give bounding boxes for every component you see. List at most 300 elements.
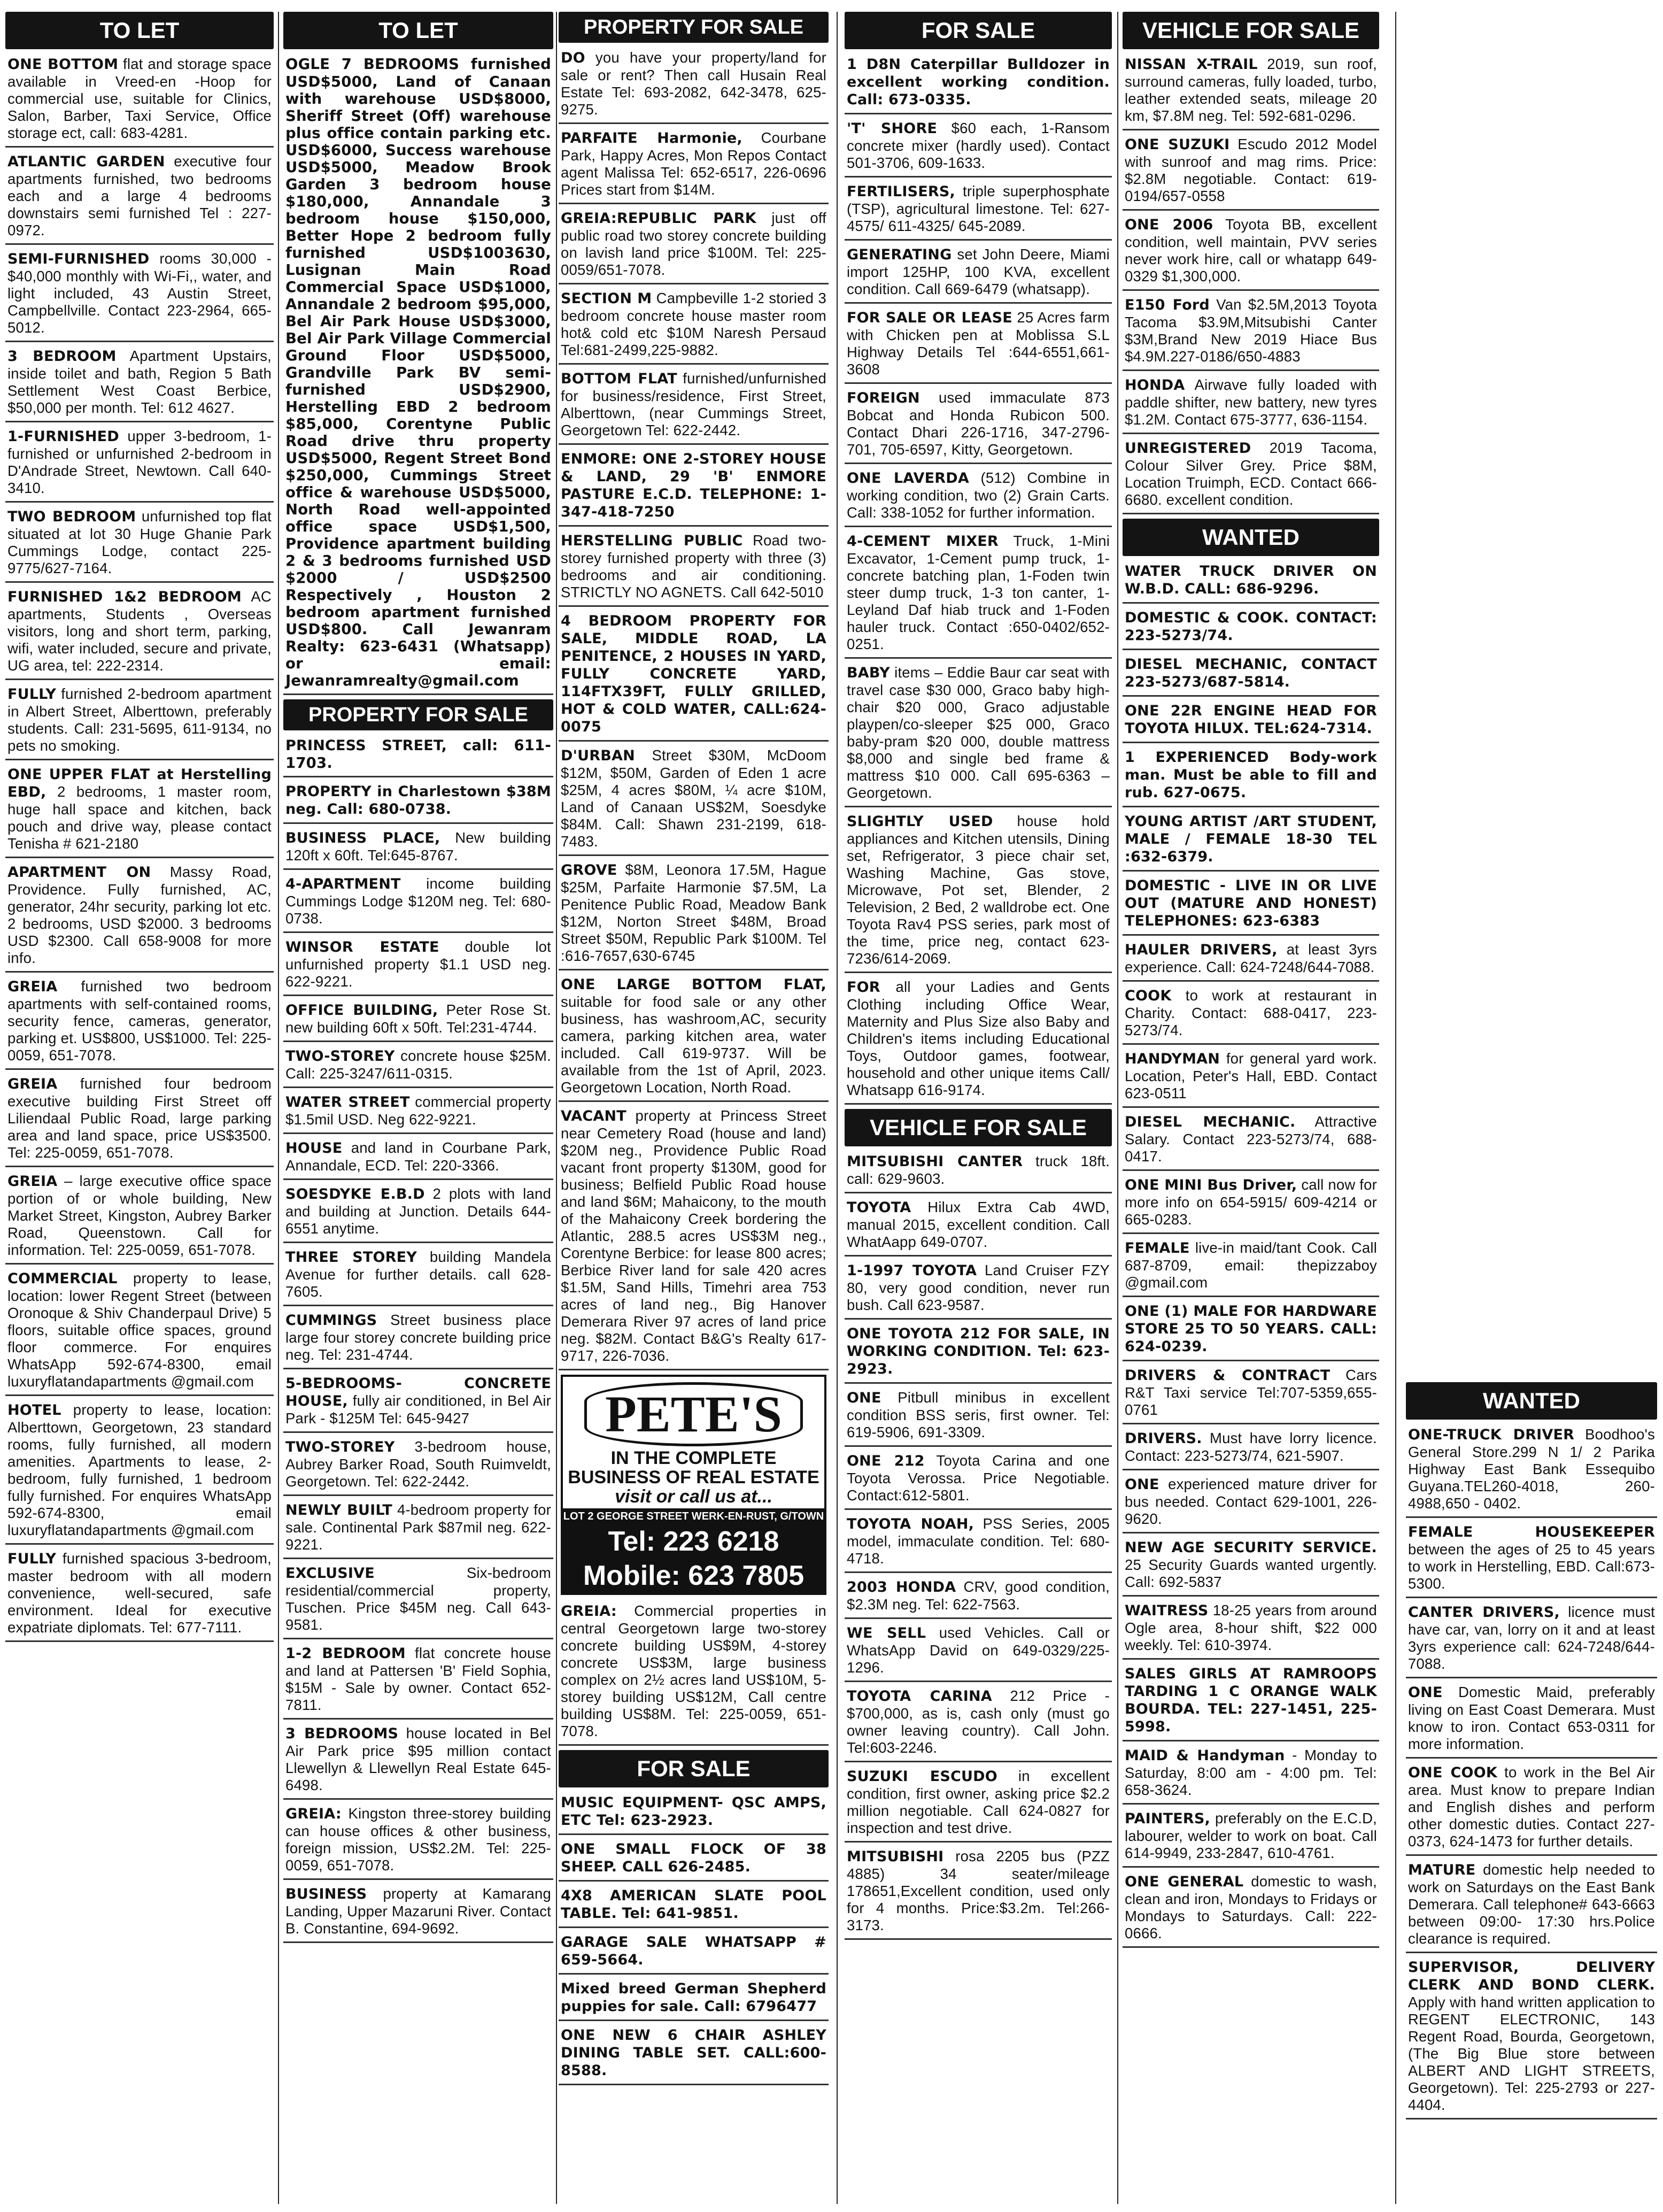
classified-ad (845, 977, 1112, 1105)
ad-keyword: ENMORE: ONE 2-STOREY HOUSE & LAND, 29 'B' ENMORE PASTURE E.C.D. TELEPHONE: 1-347-418-7250 (561, 451, 826, 520)
classified-ad (1123, 1601, 1379, 1660)
ad-keyword: ONE (1125, 1476, 1159, 1493)
ad-keyword: DIESEL MECHANIC, CONTACT 223-5273/687-5814. (1125, 656, 1377, 690)
ad-keyword: NEW AGE SECURITY SERVICE. (1125, 1539, 1377, 1556)
classified-ad (1123, 608, 1379, 650)
classified-ad (5, 249, 274, 342)
ad-keyword: OFFICE BUILDING, (285, 1002, 438, 1019)
ad-keyword: SALES GIRLS AT RAMROOPS TARDING 1 C ORANGE WALK BOURDA. TEL: 227-1451, 225-5998. (1125, 1666, 1377, 1735)
ad-text: Massy Road, Providence. Fully furnished, AC, generator, 24hr security, parking lot etc. 2 bedrooms, USD $2000. 3 bedrooms USD $2300. Call 658-9008 for more info. (7, 864, 272, 966)
ad-keyword: BUSINESS (285, 1886, 367, 1902)
ad-keyword: ONE LARGE BOTTOM FLAT, (561, 976, 826, 993)
ad-text: Six-bedroom residential/commercial property, Tuschen. Price $45M neg. Call 643-9581. (285, 1564, 551, 1633)
classified-ad (845, 531, 1112, 659)
classified-ad (5, 587, 274, 680)
ad-keyword: APARTMENT ON (7, 864, 151, 881)
classified-ad (283, 736, 553, 777)
ad-keyword: 3 BEDROOM (7, 348, 117, 365)
classified-ad (845, 1324, 1112, 1384)
ad-text: flat concrete house and land at Pattersen 'B' Field Sophia, $15M - Sale by owner. Contact 652-7811. (285, 1645, 551, 1713)
classified-ad (559, 975, 829, 1102)
ad-text: 25 Security Guards wanted urgently. Call: 692-5837 (1125, 1556, 1377, 1590)
classified-ad (283, 55, 553, 695)
ad-keyword: FOR SALE OR LEASE (847, 310, 1012, 326)
ad-text: call now for more info on 654-5915/ 609-4214 or 665-0283. (1125, 1176, 1378, 1228)
classified-ad (1123, 701, 1379, 743)
ad-keyword: ONE UPPER FLAT at Herstelling EBD, (7, 766, 272, 800)
ad-keyword: ONE (1) MALE FOR HARDWARE STORE 25 TO 50 YEARS. CALL: 624-0239. (1125, 1303, 1377, 1355)
ad-text: 2019, sun roof, surround cameras, fully loaded, turbo, leather extended seats, mileage 20 km, $7.8M neg. Tel: 592-681-0296. (1125, 56, 1377, 124)
section-heading: VEHICLE FOR SALE (1123, 12, 1379, 49)
logo-tagline: visit or call us at... (615, 1486, 772, 1507)
logo-tel: Tel: 223 6218 (563, 1524, 824, 1559)
ad-text: 2 plots with land and building at Junction. Details 644-6551 anytime. (285, 1185, 551, 1237)
ad-text: Campbeville 1-2 storied 3 bedroom concrete house master room hot& cold etc $10M Naresh Persaud Tel:681-2499,225-9882. (561, 290, 826, 358)
ad-keyword: ONE-TRUCK DRIVER (1408, 1427, 1575, 1443)
ad-keyword: NISSAN X-TRAIL (1125, 56, 1258, 73)
classified-ad (559, 1932, 829, 1975)
ad-text: Domestic Maid, preferably living on East Coast Demerara. Must know to iron. Contact 653-0311 for more information. (1408, 1684, 1655, 1752)
ad-keyword: MAID & Handyman (1125, 1747, 1285, 1764)
ad-keyword: ONE (847, 1390, 881, 1406)
classified-ad (5, 1269, 274, 1396)
ad-text: triple superphosphate (TSP), agricultural limestone. Tel: 627-4575/ 611-4325/ 645-2089. (847, 183, 1110, 234)
ad-keyword: WATER STREET (285, 1094, 410, 1111)
classified-ad (1123, 55, 1379, 130)
ad-keyword: HAULER DRIVERS, (1125, 942, 1278, 958)
classified-ad (283, 1804, 553, 1880)
ad-keyword: ONE 212 (847, 1453, 925, 1469)
ad-text: building Mandela Avenue for further details. call 628-7605. (285, 1248, 551, 1300)
section-heading: PROPERTY FOR SALE (559, 12, 829, 43)
ad-keyword: 1 EXPERIENCED Body-work man. Must be able to fill and rub. 627-0675. (1125, 749, 1377, 801)
ad-text: property to lease, location: lower Regent Street (between Oronoque & Shiv Chanderpaul Drive) 5 floors, suitable office spaces, ground floor commerce. For enquires WhatsApp 592-674-8300, email luxuryflatandapartments @gmail.com (7, 1270, 272, 1390)
ad-keyword: 1-1997 TOYOTA (847, 1262, 977, 1279)
ad-text: all your Ladies and Gents Clothing including Office Wear, Maternity and Plus Size also Baby and Children's items including Educational Toys, Outdoor games, footwear, household and other unique items Call/ Whatsapp 616-9174. (847, 978, 1110, 1098)
ad-keyword: FULLY (7, 1551, 57, 1567)
ad-text: between the ages of 25 to 45 years to work in Herstelling, EBD. Call:673-5300. (1408, 1541, 1655, 1592)
ad-keyword: CUMMINGS (285, 1312, 377, 1329)
ad-text: and land in Courbane Park, Annandale, ECD. Tel: 220-3366. (285, 1139, 551, 1174)
classified-ad (1123, 1475, 1379, 1533)
classified-ad (1123, 438, 1379, 514)
classified-ad (5, 1400, 274, 1545)
ad-keyword: ONE MINI Bus Driver, (1125, 1177, 1297, 1193)
ad-text: CRV, good condition, $2.3M neg. Tel: 622-7563. (847, 1578, 1110, 1613)
ad-keyword: DRIVERS. (1125, 1430, 1202, 1447)
classified-ad (845, 245, 1112, 304)
section-heading: WANTED (1406, 1382, 1657, 1420)
ad-text: 2 bedrooms, 1 master room, huge hall space and kitchen, back pouch and drive way, please contact Tenisha # 621-2180 (7, 783, 272, 852)
classified-ad (1123, 215, 1379, 291)
ad-keyword: NEWLY BUILT (285, 1502, 392, 1519)
column-4 (845, 12, 1112, 2209)
ad-text: – large executive office space portion of or whole building, New Market Street, Kingston, Aubrey Barker Road, Queenstown. Call for information. Tel: 225-0059, 651-7078. (7, 1173, 272, 1258)
ad-text: rooms 30,000 - $40,000 monthly with Wi-Fi,, water, and light included, 43 Austin Street, Campbellville. Contact 223-2964, 665-5012. (7, 250, 272, 336)
ad-text: double lot unfurnished property $1.1 USD neg. 622-9221. (285, 938, 551, 990)
ad-text: set John Deere, Miami import 125HP, 100 KVA, excellent condition. Call 669-6479 (whatsapp). (847, 246, 1110, 297)
classified-ad (283, 1000, 553, 1042)
ad-text: concrete house $25M. Call: 225-3247/611-0315. (285, 1047, 551, 1082)
ad-text: 18-25 years from around Ogle area, 8-hour shift, $22 000 weekly. Tel: 610-3974. (1125, 1602, 1377, 1653)
classified-ad (1123, 1746, 1379, 1805)
ad-keyword: ONE BOTTOM (7, 56, 119, 73)
classified-ad (1123, 375, 1379, 434)
classified-ad (845, 1686, 1112, 1762)
section-heading: FOR SALE (845, 12, 1112, 49)
classified-ad (559, 48, 829, 124)
ad-keyword: UNREGISTERED (1125, 440, 1251, 457)
ad-keyword: TWO-STOREY (285, 1048, 395, 1065)
classified-ad (845, 308, 1112, 384)
ad-text: Pitbull minibus in excellent condition BSS seris, first owner. Tel: 619-5906, 691-3309. (847, 1389, 1110, 1440)
ad-keyword: GROVE (561, 862, 617, 878)
ad-text: OGLE 7 BEDROOMS furnished USD$5000, Land of Canaan with warehouse USD$8000, Sheriff Street (Off) warehouse plus office contain parking etc. USD$6000, Success warehouse USD$5000, Meadow Brook Garden 3 bedroom house $180,000, Annandale 3 bedroom house $150,000, Better Hope 2 bedroom fully furnished USD$1003630, Lusignan Main Road Commercial Space USD$1000, Annandale 2 bedroom $95,000, Bel Air Park House USD$3000, Bel Air Park Village Commercial Ground Floor USD$5000, Grandville Park BV semi- furnished USD$2900, Herstelling EBD 2 bedroom $85,000, Corentyne Public Road drive thru property USD$5000, Regent Street Bond $250,000, Cummings Street office & warehouse USD$5000, North Road well-appointed office space USD$1,500, Providence apartment building 2 & 3 bedrooms furnished USD $2000 / USD$2500 Respectively , Houston 2 bedroom apartment furnished USD$800. Call Jewanram Realty: 623-6431 (Whatsapp) or email: Jewanramrealty@gmail.com (285, 56, 551, 689)
ad-keyword: PAINTERS, (1125, 1810, 1211, 1827)
ad-keyword: GREIA (7, 978, 58, 995)
ad-text: (512) Combine in working condition, two (2) Grain Carts. Call: 338-1052 for further information. (847, 469, 1110, 521)
column-divider (1395, 12, 1396, 2204)
ad-keyword: 1-2 BEDROOM (285, 1645, 406, 1662)
classified-ad (283, 1884, 553, 1943)
classified-ad (845, 1198, 1112, 1257)
ad-text: furnished four bedroom executive building First Street off Liliendaal Public Road, large parking area and land space, price US$3500. Tel: 225-0059, 651-7078. (7, 1075, 272, 1161)
ad-keyword: ONE 2006 (1125, 217, 1213, 233)
ad-keyword: ONE (1408, 1684, 1443, 1701)
ad-keyword: YOUNG ARTIST /ART STUDENT, MALE / FEMALE 18-30 TEL :632-6379. (1125, 813, 1377, 865)
classified-ad (283, 1374, 553, 1433)
classified-ad (845, 812, 1112, 973)
ad-text: 3-bedroom house, Aubrey Barker Road, South Ruimveldt, Georgetown. Tel: 622-2442. (285, 1438, 551, 1490)
ad-keyword: TOYOTA NOAH, (847, 1516, 974, 1532)
classified-ad (559, 1886, 829, 1928)
classified-ad (5, 1074, 274, 1167)
ad-keyword: DOMESTIC & COOK. CONTACT: 223-5273/74. (1125, 610, 1377, 644)
ad-text: property at Princess Street near Cemetery Road (house and land) $20M neg., Providence Public Road vacant front property $130M, good for business; Belfield Public Road house and land $6M; Mahaicony, to the mouth of the Mahaicony Creek bordering the Atlantic, 288.5 acres US$3M neg., Corentyne Berbice: for lease 800 acres; Berbice River land for sale 420 acres $1.5M, Sand Hills, Timehri area 753 acres of land neg., Big Hanover Demerara River 97 acres of land price neg. $82M. Contact B&G's Realty 617-9717, 226-7036. (561, 1107, 826, 1364)
classified-ad (559, 1601, 829, 1746)
ad-text: Street business place large four storey concrete building price neg. Tel: 231-4744. (285, 1312, 551, 1363)
ad-keyword: ONE GENERAL (1125, 1874, 1244, 1890)
ad-keyword: ONE NEW 6 CHAIR ASHLEY DINING TABLE SET. CALL:600-8588. (561, 2027, 826, 2079)
ad-text: Cars R&T Taxi service Tel:707-5359,655-0761 (1125, 1367, 1377, 1418)
ad-text: preferably on the E.C.D, labourer, welder to work on boat. Call 614-9949, 233-2847, 610-4761. (1125, 1810, 1377, 1861)
classified-ad (559, 1979, 829, 2021)
classified-ad (845, 182, 1112, 241)
classified-ad (1406, 1602, 1657, 1678)
ad-text: call: 611-1703. (285, 737, 551, 772)
ad-text: items – Eddie Baur car seat with travel case $30 000, Graco baby high-chair $20 000, Graco adjustable playpen/co-sleeper $25 000, Graco baby-pram $20 000, double mattress $8,000 and single bed frame & mattress $10 000. Call 695-6363 – Georgetown. (847, 664, 1110, 801)
logo-tagline: IN THE COMPLETE (610, 1448, 777, 1468)
ad-text: you have your property/land for sale or rent? Then call Husain Real Estate Tel: 693-2082, 642-3478, 625-9275. (561, 49, 826, 118)
classified-ad (845, 1152, 1112, 1193)
classified-ad (5, 1549, 274, 1642)
ad-text: in excellent condition, first owner, asking price $2.2 million negotiable. Call 624-0827 for inspection and test drive. (847, 1768, 1110, 1836)
classified-ad (283, 782, 553, 824)
ad-text: domestic to wash, clean and iron, Mondays to Fridays or Mondays to Saturdays. Call: 222-0666. (1125, 1873, 1377, 1941)
classified-ad (283, 874, 553, 933)
ad-text: Road two-storey furnished property with three (3) bedrooms and air conditioning. STRICTLY NO AGNETS. Call 642-5010 (561, 532, 826, 600)
ad-keyword: HONDA (1125, 377, 1185, 394)
classified-ad (559, 128, 829, 204)
classified-ad (845, 1623, 1112, 1682)
ad-keyword: HOUSE (285, 1140, 343, 1157)
classified-ad (559, 860, 829, 970)
column-divider (1117, 12, 1118, 2204)
classified-ad (5, 977, 274, 1070)
ad-text: Hilux Extra Cab 4WD, manual 2015, excellent condition. Call WhatAapp 649-0707. (847, 1199, 1110, 1250)
ad-keyword: 'T' SHORE (847, 120, 938, 137)
ad-text: commercial property $1.5mil USD. Neg 622-9221. (285, 1093, 551, 1128)
classified-ad (1406, 1860, 1657, 1953)
ad-text: income building Cummings Lodge $120M neg. Tel: 680-0738. (285, 875, 551, 927)
classified-ad (559, 1839, 829, 1882)
column-6 (1406, 1382, 1657, 2206)
ad-keyword: ONE COOK (1408, 1764, 1497, 1781)
column-1 (5, 12, 274, 2209)
classified-ad (283, 1500, 553, 1559)
ad-keyword: MITSUBISHI CANTER (847, 1153, 1023, 1170)
ad-text: Airwave fully loaded with paddle shifter, new battery, new tyres $1.2M. Contact 675-3777, 636-1154. (1125, 376, 1377, 428)
ad-text: Kingston three-storey building can house offices & other business, foreign mission, US$2.2M. Tel: 225-0059, 651-7078. (285, 1805, 551, 1874)
ad-text: $60 each, 1-Ransom concrete mixer (hardly used). Contact 501-3706, 609-1633. (847, 120, 1110, 171)
ad-keyword: GREIA (7, 1076, 58, 1092)
classified-ad (1406, 1425, 1657, 1518)
classified-ad (845, 1261, 1112, 1320)
ad-text: used immaculate 873 Bobcat and Honda Rubicon 500. Contact Dhari 226-1716, 347-2796-701, 705-6597, Kitty, Georgetown. (847, 389, 1110, 458)
classified-ad (5, 152, 274, 245)
ad-text: furnished/unfurnished for business/residence, First Street, Alberttown, (near Cummings Street, Georgetown Tel: 622-2442. (561, 370, 826, 438)
logo-name: PETE'S (584, 1382, 803, 1446)
classified-ad (1123, 1238, 1379, 1297)
column-5 (1123, 12, 1379, 2209)
ad-keyword: HOTEL (7, 1402, 61, 1419)
ad-keyword: BUSINESS PLACE, (285, 830, 440, 846)
ad-keyword: CANTER DRIVERS, (1408, 1604, 1560, 1621)
classified-ad (559, 2025, 829, 2085)
ad-text: AC apartments, Students , Overseas visitors, long and short term, parking, wifi, water included, secure and private, UG area, tel: 222-2314. (7, 588, 272, 674)
ad-text: flat and storage space available in Vreed-en -Hoop for commercial use, suitable for Clinics, Salon, Barber, Taxi Service, Office storage ect, call: 683-4281. (7, 56, 272, 141)
classified-ad (1123, 1538, 1379, 1597)
classified-ad (1123, 1366, 1379, 1424)
ad-text: licence must have car, van, lorry on it and at least 3yrs experience call: 624-7248/644-7088. (1408, 1604, 1655, 1672)
ad-text: property to lease, location: Alberttown, Georgetown, 23 standard rooms, fully furnished, all modern amenities. Apartments to lease, 2-bedroom, fully furnished, 1 bedroom fully furnished. For enquires WhatsApp 592-674-8300, email luxuryflatandapartments @gmail.com (7, 1401, 272, 1538)
ad-keyword: D'URBAN (561, 747, 635, 764)
ad-keyword: 4 BEDROOM PROPERTY FOR SALE, MIDDLE ROAD, LA PENITENCE, 2 HOUSES IN YARD, FULLY CONCRETE YARD, 114FTX39FT, FULLY GRILLED, HOT & COLD WATER, CALL:624-0075 (561, 613, 826, 735)
classified-ad (559, 611, 829, 742)
classified-ad (1123, 986, 1379, 1045)
ad-text: Land Cruiser FZY 80, very good condition, never run bush. Call 623-9587. (847, 1262, 1110, 1313)
ad-keyword: ATLANTIC GARDEN (7, 153, 165, 170)
ad-keyword: 5-BEDROOMS- CONCRETE HOUSE, (285, 1375, 551, 1409)
classified-ad (1123, 876, 1379, 936)
ad-keyword: TWO BEDROOM (7, 508, 136, 525)
classified-ad (845, 663, 1112, 807)
ad-keyword: PRINCESS STREET, (285, 737, 447, 754)
ad-keyword: FULLY (7, 686, 57, 703)
classified-ad (1123, 1429, 1379, 1470)
ad-text: house hold appliances and Kitchen utensils, Dining set, Refrigerator, 3 piece chair set, Washing Machine, Gas stove, Microwave, Pot set, Blender, 2 Television, 2 Bed, 2 walldrobe ect. One Toyota Rav4 PSS series, park most of the time, price neg, contact 623-7236/614-2069. (847, 813, 1110, 967)
ad-text: Commercial properties in central Georgetown large two-storey concrete building US$9M, 4-storey concrete US$3M, large business complex on 2½ acres land US$10M, 5-storey building US$12M, Call centre building US$8M. Tel: 225-0059, 651-7078. (561, 1602, 826, 1739)
classified-ad (559, 746, 829, 856)
classified-ad (283, 1644, 553, 1720)
classified-ad (1123, 1301, 1379, 1361)
ad-keyword: PROPERTY in Charlestown $38M neg. Call: 680-0738. (285, 783, 551, 818)
ad-keyword: HANDYMAN (1125, 1051, 1220, 1067)
ad-text: to work at restaurant in Charity. Contact: 688-0417, 223-5273/74. (1125, 987, 1377, 1038)
ad-keyword: ONE TOYOTA 212 FOR SALE, IN WORKING CONDITION. Tel: 623-2923. (847, 1325, 1110, 1377)
ad-text: just off public road two storey concrete building on lavish land price $100M. Tel: 225-0059/651-7078. (561, 210, 826, 278)
classified-ad (559, 1793, 829, 1835)
ad-text: Truck, 1-Mini Excavator, 1-Cement pump truck, 1-concrete batching plan, 1-Foden twin steer dump truck, 1-3 ton canter, 1-Leyland Daf hiab truck and 1-Foden hauler truck. Contact :650-0402/652-0251. (847, 533, 1110, 652)
ad-keyword: 1-FURNISHED (7, 428, 119, 445)
classified-ad (1123, 1175, 1379, 1234)
ad-keyword: BABY (847, 665, 890, 681)
ad-text: furnished spacious 3-bedroom, master bedroom with all modern convenience, well-secured, safe environment. Ideal for executive expatriate diplomats. Tel: 677-7111. (7, 1550, 272, 1636)
classified-ad (559, 289, 829, 365)
ad-keyword: SEMI-FURNISHED (7, 251, 150, 267)
ad-keyword: Mixed breed German Shepherd puppies for sale. Call: 6796477 (561, 1980, 826, 2015)
classified-ad (283, 1311, 553, 1369)
classified-ad (559, 369, 829, 445)
classified-ad (5, 427, 274, 503)
classified-ad (845, 468, 1112, 527)
ad-keyword: SUZUKI ESCUDO (847, 1768, 997, 1785)
ad-text: domestic help needed to work on Saturdays on the East Bank Demerara. Call telephone# 643-6663 between 09:00- 17:30 hrs.Police clearance is required. (1408, 1861, 1655, 1947)
classified-ad (283, 937, 553, 996)
ad-text: 2019 Tacoma, Colour Silver Grey. Price $8M, Location Truimph, ECD. Contact 666-6680. excellent condition. (1125, 440, 1377, 508)
classified-ad (283, 1092, 553, 1134)
classified-ad (5, 55, 274, 148)
classified-ad (845, 388, 1112, 464)
ad-keyword: MATURE (1408, 1862, 1476, 1878)
column-divider (556, 12, 557, 2204)
classified-ad (283, 1184, 553, 1243)
classified-ad (1123, 1872, 1379, 1948)
classified-ad (559, 1106, 829, 1370)
ad-keyword: FERTILISERS, (847, 183, 955, 200)
ad-keyword: GARAGE SALE WHATSAPP # 659-5664. (561, 1934, 826, 1968)
ad-keyword: TOYOTA CARINA (847, 1688, 992, 1705)
ad-keyword: GENERATING (847, 246, 952, 263)
ad-text: upper 3-bedroom, 1-furnished or unfurnished 2-bedroom in D'Andrade Street, Newtown. Call 640-3410. (7, 428, 272, 496)
ad-text: experienced mature driver for bus needed. Contact 629-1001, 226-9620. (1125, 1476, 1377, 1527)
classified-ad (1123, 295, 1379, 371)
ad-keyword: E150 Ford (1125, 297, 1210, 313)
section-heading: PROPERTY FOR SALE (283, 699, 553, 730)
ad-keyword: GREIA: (285, 1806, 342, 1822)
ad-keyword: SOESDYKE E.B.D (285, 1186, 425, 1203)
classified-ad (1406, 1683, 1657, 1759)
ad-text: Toyota BB, excellent condition, well maintain, PVV series never work hire, call or whatapp 649-0329 $1,300,000. (1125, 216, 1378, 284)
classified-ad (845, 1514, 1112, 1573)
classified-ad (1123, 561, 1379, 604)
ad-keyword: DOMESTIC - LIVE IN OR LIVE OUT (MATURE AND HONEST) TELEPHONES: 623-6383 (1125, 877, 1377, 929)
section-heading: TO LET (283, 12, 553, 49)
ad-keyword: WAITRESS (1125, 1602, 1209, 1619)
classified-ad (5, 346, 274, 422)
ad-keyword: FOR (847, 979, 880, 996)
section-heading: FOR SALE (559, 1750, 829, 1787)
ad-text: live-in maid/tant Cook. Call 687-8709, email: thepizzaboy @gmail.com (1125, 1239, 1377, 1291)
classified-ad (1123, 1664, 1379, 1741)
classified-ad (1406, 1957, 1657, 2119)
ad-text: Escudo 2012 Model with sunroof and mag rims. Price: $2.8M negotiable. Contact: 619-0194/657-0558 (1125, 136, 1377, 204)
ad-keyword: 1 D8N Caterpillar Bulldozer in excellent working condition. Call: 673-0335. (847, 56, 1110, 108)
ad-keyword: VACANT (561, 1108, 626, 1124)
ad-text: Peter Rose St. new building 60ft x 50ft. Tel:231-4744. (285, 1001, 551, 1036)
ad-text: PSS Series, 2005 model, immaculate condition. Tel: 680-4718. (847, 1515, 1110, 1567)
ad-keyword: DO (561, 50, 585, 66)
ad-text: 212 Price - $700,000, as is, cash only (must go owner leaving country). Call John. Tel:603-2246. (847, 1687, 1110, 1756)
ad-text: Must have lorry licence. Contact: 223-5273/74, 621-5907. (1125, 1430, 1377, 1464)
ad-keyword: ONE 22R ENGINE HEAD FOR TOYOTA HILUX. TEL:624-7314. (1125, 703, 1377, 737)
ad-text: used Vehicles. Call or WhatsApp David on 649-0329/225-1296. (847, 1624, 1110, 1676)
classified-ad (1123, 1112, 1379, 1171)
classified-ad (283, 1563, 553, 1639)
classified-ad (1123, 940, 1379, 982)
ad-keyword: WINSOR ESTATE (285, 939, 439, 955)
ad-keyword: EXCLUSIVE (285, 1565, 375, 1582)
ad-text: at least 3yrs experience. Call: 624-7248/644-7088. (1125, 941, 1377, 975)
ad-keyword: SLIGHTLY USED (847, 813, 993, 830)
classified-ad (283, 1437, 553, 1496)
ad-text: furnished two bedroom apartments with self-contained rooms, security fence, cameras, generator, parking et. US$800, US$1000. Tel: 225-0059, 651-7078. (7, 978, 272, 1063)
ad-text: rosa 2205 bus (PZZ 4885) 34 seater/mileage 178651,Excellent condition, used only for 4 months. Price:$3.2m. Tel:266-3173. (847, 1848, 1110, 1933)
classified-ad (845, 119, 1112, 178)
classified-ad (1406, 1522, 1657, 1598)
classified-ad (283, 828, 553, 870)
ad-keyword: 4-CEMENT MIXER (847, 533, 999, 550)
classified-ad (1406, 1763, 1657, 1856)
column-divider (837, 12, 838, 2204)
ad-keyword: MUSIC EQUIPMENT- QSC AMPS, ETC Tel: 623-2923. (561, 1794, 826, 1829)
ad-text: Street $30M, McDoom $12M, $50M, Garden of Eden 1 acre $25M, 4 acres $80M, ¼ acre $10M, Land of Canaan US$2M, Soesdyke $84M. Call: Shawn 231-2199, 618-7483. (561, 747, 826, 850)
ad-keyword: FEMALE (1125, 1240, 1190, 1257)
ad-keyword: MITSUBISHI (847, 1848, 944, 1865)
ad-text: suitable for food sale or any other business, has washroom,AC, security camera, parking kitchen area, water included. Call 619-9737. Will be available from the 1st of April, 2023. Georgetown Location, North Road. (561, 993, 826, 1096)
ad-keyword: 4X8 AMERICAN SLATE POOL TABLE. Tel: 641-9851. (561, 1887, 826, 1922)
ad-keyword: DIESEL MECHANIC. (1125, 1114, 1296, 1130)
classified-ad (1123, 747, 1379, 807)
ad-keyword: DRIVERS & CONTRACT (1125, 1367, 1331, 1384)
logo-address: LOT 2 GEORGE STREET WERK-EN-RUST, G/TOWN (563, 1508, 824, 1524)
ad-text: Boodhoo's General Store.299 N 1/ 2 Parika Highway East Bank Essequibo Guyana.TEL260-4018, 260-4988,650 - 0402. (1408, 1426, 1655, 1512)
ad-keyword: GREIA (7, 1173, 58, 1190)
column-3 (559, 12, 829, 2209)
ad-text: fully air conditioned, in Bel Air Park - $125M Tel: 645-9427 (285, 1392, 551, 1427)
ad-keyword: COMMERCIAL (7, 1270, 118, 1287)
classified-ad (845, 55, 1112, 114)
ad-text: Van $2.5M,2013 Toyota Tacoma $3.9M,Mitsubishi Canter $3M,Brand New 2019 Hiace Bus $4.9M.227-0186/650-4883 (1125, 296, 1377, 365)
ad-keyword: HERSTELLING PUBLIC (561, 533, 743, 549)
ad-keyword: BOTTOM FLAT (561, 371, 677, 387)
classified-ad (845, 1388, 1112, 1447)
classified-ad (5, 1171, 274, 1265)
ad-keyword: ONE SMALL FLOCK OF 38 SHEEP. CALL 626-2485. (561, 1841, 826, 1875)
section-heading: VEHICLE FOR SALE (845, 1109, 1112, 1146)
ad-keyword: SUPERVISOR, DELIVERY CLERK AND BOND CLERK. (1408, 1959, 1655, 1993)
ad-text: executive four apartments furnished, two bedrooms each and a large 4 bedrooms downstairs semi furnished Tel : 227-0972. (7, 153, 272, 238)
ad-keyword: 4-APARTMENT (285, 876, 401, 892)
ad-text: 25 Acres farm with Chicken pen at Moblissa S.L Highway Details Tel :644-6551,661-3608 (847, 309, 1110, 377)
ad-text: Apply with hand written application to REGENT ELECTRONIC, 143 Regent Road, Bourda, Georgetown, (The Big Blue store between ALBERT AND LIGHT STREETS, Georgetown). Tel: 225-2793 or 227-4404. (1408, 1994, 1655, 2113)
ad-text: Toyota Carina and one Toyota Verossa. Price Negotiable. Contact:612-5801. (847, 1452, 1110, 1504)
ad-keyword: GREIA: (561, 1603, 617, 1620)
ad-keyword: COOK (1125, 988, 1172, 1004)
classified-ad (1123, 654, 1379, 697)
ad-text: unfurnished top flat situated at lot 30 Huge Ghanie Park Cummings Lodge, contact 225-9775/627-7164. (7, 508, 272, 576)
ad-keyword: FOREIGN (847, 390, 920, 406)
